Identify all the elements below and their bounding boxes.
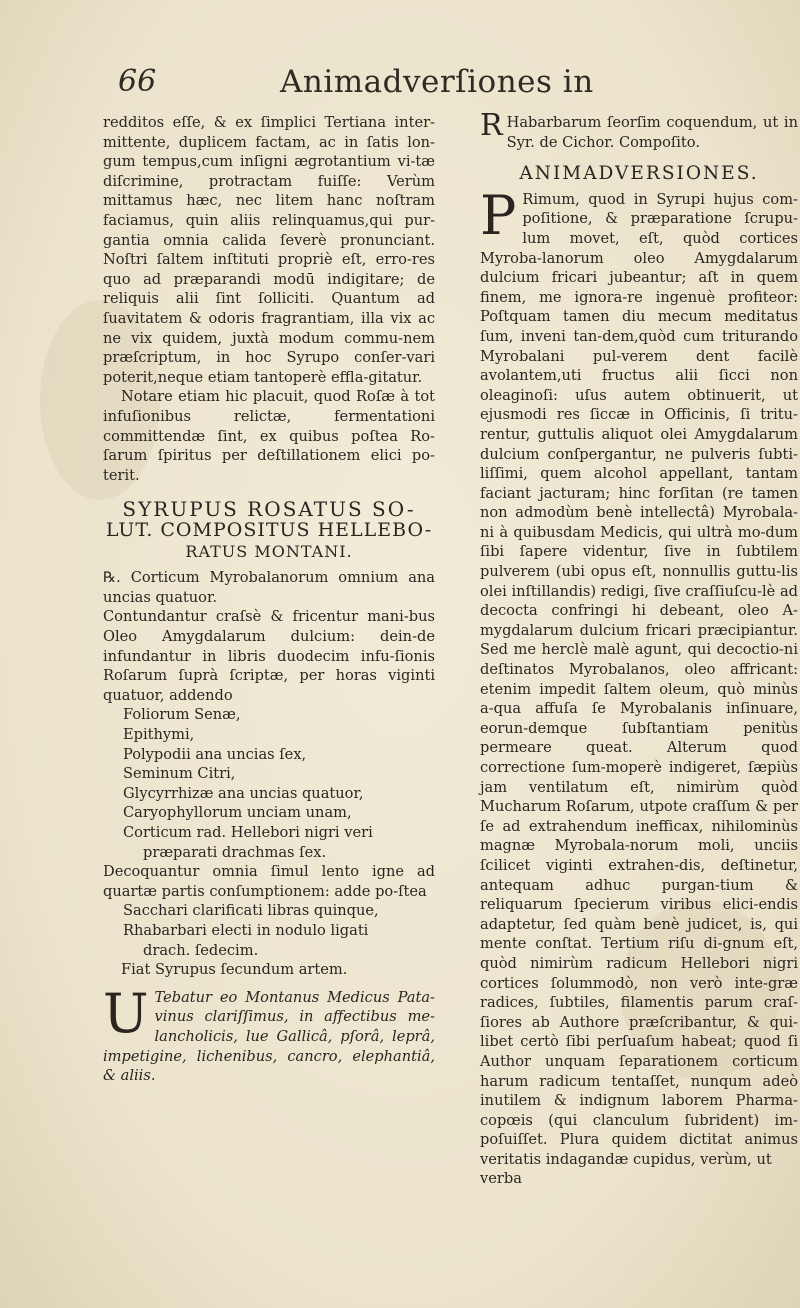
section-heading bbox=[103, 499, 435, 562]
list-item: Foliorum Senæ, bbox=[123, 706, 241, 724]
list-item: Rhabarbari electi in nodulo ligati bbox=[123, 921, 369, 939]
list-item: Sacchari clarificati libras quinque, bbox=[123, 902, 379, 920]
drop-cap: P bbox=[480, 183, 517, 247]
paragraph: Fiat Syrupus ſecundum artem. bbox=[121, 961, 348, 979]
heading-line: SYRUPUS ROSATUS SO- bbox=[122, 497, 416, 522]
paragraph bbox=[480, 108, 798, 152]
drop-cap: R bbox=[480, 108, 503, 143]
page-number: 66 bbox=[118, 64, 157, 99]
paragraph: Contundantur craſsè & fricentur mani-bus Oleo Amygdalarum dulcium: dein-de infundantur in libris duodecim infu-ſionis Roſarum ſuprà ſcriptæ, per horas viginti quatuor, addendo bbox=[103, 608, 435, 704]
list-item: Glycyrrhizæ ana uncias quatuor, bbox=[123, 784, 364, 802]
left-column bbox=[103, 113, 435, 1086]
right-column bbox=[480, 108, 798, 1189]
paragraph-text: Habarbarum ſeorſim coquendum, ut in Syr. de Cichor. Compoſito. bbox=[506, 114, 798, 151]
list-item: Epithymi, bbox=[123, 726, 195, 744]
heading-line: RATUS MONTANI. bbox=[185, 542, 353, 562]
page-header bbox=[100, 64, 760, 114]
list-item: Corticum rad. Hellebori nigri veri bbox=[123, 824, 373, 841]
heading-line: LUT. COMPOSITUS HELLEBO- bbox=[105, 519, 433, 542]
list-item: drach. ſedecim. bbox=[143, 941, 259, 959]
list-item: præparati drachmas ſex. bbox=[143, 843, 327, 861]
catchword: verba bbox=[480, 1170, 522, 1188]
drop-cap: U bbox=[103, 981, 149, 1045]
running-title: Animadverſiones in bbox=[280, 64, 594, 100]
recipe-line: ℞. Corticum Myrobalanorum omnium ana uncias quatuor. bbox=[103, 569, 435, 606]
paragraph bbox=[103, 981, 435, 1086]
paragraph: redditos eſſe, & ex ſimplici Tertiana inter-mittente, duplicem factam, ac in ſatis lon-gum tempus,cum inſigni ægrotantium vi-tæ diſcrimine, protractam fuiſſe: Verùm mittamus hæc, nec litem hanc noſtram faciamus, quin aliis relinquamus,qui pur-gantia omnia calida ſeverè pronunciant. Noſtri ſaltem inſtituti propriè eſt, erro-res quo ad præparandi modū indigitare; de reliquis alii ſint ſolliciti. Quantum ad ſuavitatem & odoris fragrantiam, illa vix ac ne vix quidem, juxtà modum commu-nem præſcriptum, in hoc Syrupo conſer-vari poterit,neque etiam tantoperè effla-gitatur. bbox=[103, 114, 435, 386]
section-heading: ANIMADVERSIONES. bbox=[519, 163, 759, 185]
list-item: Caryophyllorum unciam unam, bbox=[123, 804, 352, 822]
paragraph-text: Rimum, quod in Syrupi hujus com-poſitione, & præparatione ſcrupu-lum movet, eſt, quòd cortices Myroba-lanorum oleo Amygdalarum dulcium fricari jubeantur; aſt in quem finem, me ignora-re ingenuè profiteor: Poſtquam tamen diu mecum meditatus ſum, inveni tan-dem,quòd cum triturando Myrobalani pul-verem dent facilè avolantem,uti fructus alii ſicci non oleaginoſi: uſus autem obtinuerit, ut ejusmodi res ſiccæ in Officinis, ſi tritu-rentur, guttulis aliquot olei Amygdalarum dulcium conſpergantur, ne pulveris ſubti-liſſimi, quem alcohol appellant, tantam faciant jacturam; hinc forſitan (re tamen non admodùm benè intellectâ) Myrobala-ni à quibusdam Medicis, qui ultrà mo-dum ſibi ſapere videntur, ſive in ſubtilem pulverem (ubi opus eſt, nonnullis guttu-lis olei inſtillandis) redigi, ſive craſſiuſcu-lè ad decocta confringi hi debeant, oleo A-mygdalarum dulcium fricari præcipiantur. Sed me herclè malè agunt, qui decoctio-ni deſtinatos Myrobalanos, oleo affricant: etenim impedit ſaltem oleum, quò minùs a-qua affuſa ſe Myrobalanis inſinuare, eorun-demque ſubſtantiam penitùs permeare queat. Alterum quod correctione ſum-moperè indigeret, ſæpiùs jam ventilatum eſt, nimirùm quòd Mucharum Roſarum, utpote craſſum & per ſe ad extrahendum inefficax, nihilominùs magnæ Myrobala-norum moli, unciis ſcilicet viginti extrahen-dis, deſtinetur, antequam adhuc purgan-tium & reliquarum ſpecierum viribus elici-endis adaptetur, ſed quàm benè judicet, is, qui mente conſtat. Tertium riſu di-gnum eſt, quòd nimirùm radicum Hellebori nigri cortices ſolummodò, non verò inte-græ radices, ſubtiles, filamentis parum craſ-ſiores ab Authore præſcribantur, & qui-libet certò ſibi perſuaſum habeat; quod ſi Author unquam ſeparationem corticum harum radicum tentaſſet, nunqum adeò inutilem & indignum laborem Pharma-copœis (qui clanculum ſubrident) im-poſuiſſet. Plura quidem dictitat animus veritatis indagandæ cupidus, verùm, ut bbox=[480, 190, 798, 1168]
paragraph: Decoquantur omnia ſimul lento igne ad quartæ partis conſumptionem: adde po-ſtea bbox=[103, 863, 435, 900]
list-item: Polypodii ana uncias ſex, bbox=[123, 745, 307, 763]
paragraph: Notare etiam hic placuit, quod Roſæ à tot infuſionibus relictæ, fermentationi committendæ ſint, ex quibus poſtea Ro-ſarum ſpiritus per deſtillationem elici po-terit. bbox=[103, 388, 435, 484]
paragraph-text: Tebatur eo Montanus Medicus Pata-vinus clariſſimus, in affectibus me-lancholicis, lue Gallicâ, pſorâ, leprâ, impetigine, lichenibus, cancro, elephantiâ, & aliis. bbox=[103, 988, 435, 1085]
paragraph bbox=[480, 183, 798, 1170]
list-item: Seminum Citri, bbox=[123, 765, 236, 783]
ingredient-list bbox=[103, 705, 435, 862]
ingredient-list bbox=[103, 901, 435, 960]
